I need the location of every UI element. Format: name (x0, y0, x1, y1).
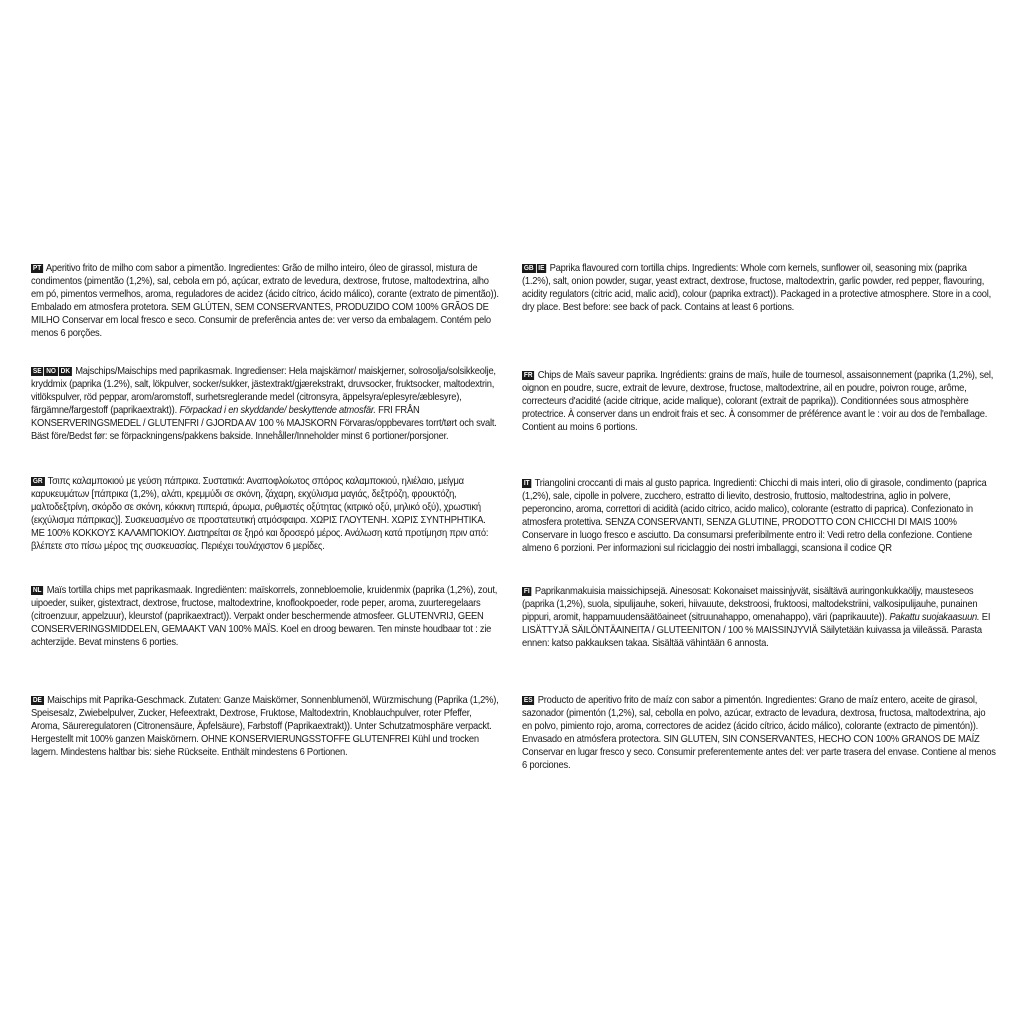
block-text: Maïs tortilla chips met paprikasmaak. Ingrediënten: maïskorrels, zonnebloemolie, kruidenmix (paprika (1,2%), zout, uipoeder, suiker, gistextract, dextrose, fructose, maltodextrine, knoflookpoeder, rode peper, aroma, zuurteregelaars (citroenzuur, appelzuur), kleurstof (paprikaextract)). Verpakt onder beschermende atmosfeer. GLUTENVRIJ, GEEN CONSERVERINGSMIDDELEN, GEMAAKT VAN 100% MAÏS. Koel en droog bewaren. Ten minste houdbaar tot : zie achterzijde. Bevat minstens 6 porties. (31, 585, 498, 648)
block-it (522, 477, 996, 555)
lang-badge-pt: PT (32, 265, 42, 272)
block-text-tail: FRI FRÅN KONSERVERINGSMEDEL / GLUTENFRI / GJORDA AV 100 % MAJSKORN Förvaras/oppbevares torrt/tørt och svalt. Bäst före/Bedst før: se förpackningens/pakkens bakside. Innehåller/Inneholder minst 6 portioner/porsjoner. (31, 405, 497, 442)
block-text: Paprika flavoured corn tortilla chips. Ingredients: Whole corn kernels, sunflower oil, seasoning mix (paprika (1.2%), salt, onion powder, sugar, yeast extract, dextrose, fructose, maltodextrin, garlic powder, red pepper, flavouring, acidity regulators (citric acid, malic acid), colour (paprika extract)). Packaged in a protective atmosphere. Store in a cool, dry place. Best before: see back of pack. Contains at least 6 portions. (522, 263, 991, 313)
block-gr (31, 475, 501, 553)
lang-badge-gr: GR (32, 478, 43, 485)
lang-badge-es: ES (523, 697, 533, 704)
block-text: Triangolini croccanti di mais al gusto paprica. Ingredienti: Chicchi di mais interi, olio di girasole, condimento (paprica (1,2%), sale, cipolle in polvere, zucchero, estratto di lievito, destrosio, fruttosio, maltodestrina, aglio in polvere, peperoncino, aroma, correttori di acidità (acido citrico, acido malico), colorante (estratto di paprica). Confezionato in atmosfera protettiva. SENZA CONSERVANTI, SENZA GLUTINE, PRODOTTO CON CHICCHI DI MAIS 100% Conservare in luogo fresco e asciutto. Da consumarsi preferibilmente entro il: Vedi retro della confezione. Contiene almeno 6 porzioni. Per informazioni sul riciclaggio dei nostri imballaggi, scansiona il codice QR (522, 478, 987, 554)
lang-badge-nl: NL (32, 587, 42, 594)
lang-badge-it: IT (523, 480, 530, 487)
lang-badge-fr: FR (523, 372, 533, 379)
block-text: Majschips/Maischips med paprikasmak. Ingredienser: Hela majskärnor/ maiskjerner, solrosolja/solsikkeolje, kryddmix (paprika (1.2%), salt, lökpulver, socker/sukker, jästextrakt/gjærekstrakt, druvsocker, fruktsocker, maltodextrin, vitlökspulver, röd peppar, arom/aromstoff, surhetsreglerande medel (citronsyra, äppelsyra/eplesyre/æblesyre), färgämne/fargestoff (paprikaextrakt)). (31, 366, 496, 416)
block-nl (31, 584, 501, 649)
lang-badge-fi: FI (523, 588, 530, 595)
block-text-italic: Förpackad i en skyddande/ beskyttende atmosfär. (179, 405, 376, 416)
block-text: Τσιπς καλαμποκιού με γεύση πάπρικα. Συστατικά: Αναποφλοίωτος σπόρος καλαμποκιού, ηλιέλαιο, μείγμα καρυκευμάτων [πάπρικα (1,2%), αλάτι, κρεμμύδι σε σκόνη, ζάχαρη, εκχύλισμα μαγιάς, δεξτρόζη, φρουκτόζη, μαλτοδεξτρίνη, σκόρδο σε σκόνη, κόκκινη πιπεριά, άρωμα, ρυθμιστές οξύτητας (κιτρικό οξύ, μηλικό οξύ), χρωστική (εκχύλισμα πάπρικας)]. Συσκευασμένο σε προστατευτική ατμόσφαιρα. ΧΩΡΙΣ ΓΛΟΥΤΕΝΗ. ΧΩΡΙΣ ΣΥΝΤΗΡΗΤΙΚΑ. ΜΕ 100% ΚΟΚΚΟΥΣ ΚΑΛΑΜΠΟΚΙΟΥ. Διατηρείται σε ξηρό και δροσερό μέρος. Ανάλωση κατά προτίμηση πριν από: βλέπετε στο πίσω μέρος της συσκευασίας. Περιέχει τουλάχιστον 6 μερίδες. (31, 476, 489, 552)
block-es (522, 694, 996, 772)
block-gb-ie (522, 262, 996, 314)
lang-badge-gb: GB (523, 265, 534, 272)
block-pt (31, 262, 501, 340)
block-text: Producto de aperitivo frito de maíz con sabor a pimentón. Ingredientes: Grano de maíz entero, aceite de girasol, sazonador (pimentón (1,2%), sal, cebolla en polvo, azúcar, extracto de levadura, dextrosa, fructosa, maltodextrina, ajo en polvo, pimiento rojo, aroma, correctores de acidez (ácido cítrico, ácido málico), colorante (extracto de pimentón)). Envasado en atmósfera protectora. SIN GLUTEN, SIN CONSERVANTES, HECHO CON 100% GRANOS DE MAÍZ Conservar en lugar fresco y seco. Consumir preferentemente antes del: ver parte trasera del envase. Contiene al menos 6 porciones. (522, 695, 996, 771)
block-text: Aperitivo frito de milho com sabor a pimentão. Ingredientes: Grão de milho inteiro, óleo de girassol, mistura de condimentos (pimentão (1,2%), sal, cebola em pó, açúcar, extrato de levedura, dextrose, frutose, maltodextrina, alho em pó, pimentos vermelhos, aroma, reguladores de acidez (ácido cítrico, ácido málico), corante (extrato de pimentão)). Embalado em atmosfera protetora. SEM GLÚTEN, SEM CONSERVANTES, PRODUZIDO COM 100% GRÃOS DE MILHO Conservar em local fresco e seco. Consumir de preferência antes de: ver verso da embalagem. Contém pelo menos 6 porções. (31, 263, 499, 339)
block-text-italic: Pakattu suojakaasuun. (889, 612, 980, 623)
block-fr (522, 369, 996, 434)
block-text-tail: EI LISÄTTYJÄ SÄILÖNTÄAINEITA / GLUTEENITON / 100 % MAISSINJYVIÄ Säilytetään kuivassa ja viileässä. Parasta ennen: katso pakkauksen takaa. Sisältää vähintään 6 annosta. (522, 612, 991, 649)
block-se-no-dk (31, 365, 501, 443)
lang-badge-dk: DK (60, 368, 71, 375)
block-de (31, 694, 501, 759)
block-text: Paprikanmakuisia maissichipsejä. Ainesosat: Kokonaiset maissinjyvät, sisältävä auringonkukkaöljy, mausteseos (paprika (1,2%), suola, sipulijauhe, sokeri, hiivauute, dekstroosi, fruktoosi, maltodekstriini, valkosipulijauhe, punainen pippuri, aromit, happamuudensäätöaineet (sitruunahappo, omenahappo), väri (paprikauute)). (522, 586, 978, 623)
block-text: Chips de Maïs saveur paprika. Ingrédients: grains de maïs, huile de tournesol, assaisonnement (paprika (1,2%), sel, oignon en poudre, sucre, extrait de levure, dextrose, fructose, maltodextrine, ail en poudre, poivron rouge, arôme, correcteurs d'acidité (acide citrique, acide malique), colorant (extrait de paprika)). Conditionnées sous atmosphère protectrice. À conserver dans un endroit frais et sec. À consommer de préférence avant le : voir au dos de l'emballage. Contient au moins 6 portions. (522, 370, 994, 433)
lang-badge-ie: IE (538, 265, 545, 272)
lang-badge-de: DE (32, 697, 42, 704)
lang-badge-se: SE (32, 368, 42, 375)
block-fi (522, 585, 996, 650)
block-text: Maischips mit Paprika-Geschmack. Zutaten: Ganze Maiskörner, Sonnenblumenöl, Würzmischung (Paprika (1,2%), Speisesalz, Zwiebelpulver, Zucker, Hefeextrakt, Dextrose, Fruktose, Maltodextrin, Knoblauchpulver, roter Pfeffer, Aroma, Säureregulatoren (Citronensäure, Äpfelsäure), Farbstoff (Paprikaextrakt)). Unter Schutzatmosphäre verpackt. Hergestellt mit 100% ganzen Maiskörnern. OHNE KONSERVIERUNGSSTOFFE GLUTENFREI Kühl und trocken lagern. Mindestens haltbar bis: siehe Rückseite. Enthält mindestens 6 Portionen. (31, 695, 499, 758)
lang-badge-no: NO (46, 368, 56, 375)
